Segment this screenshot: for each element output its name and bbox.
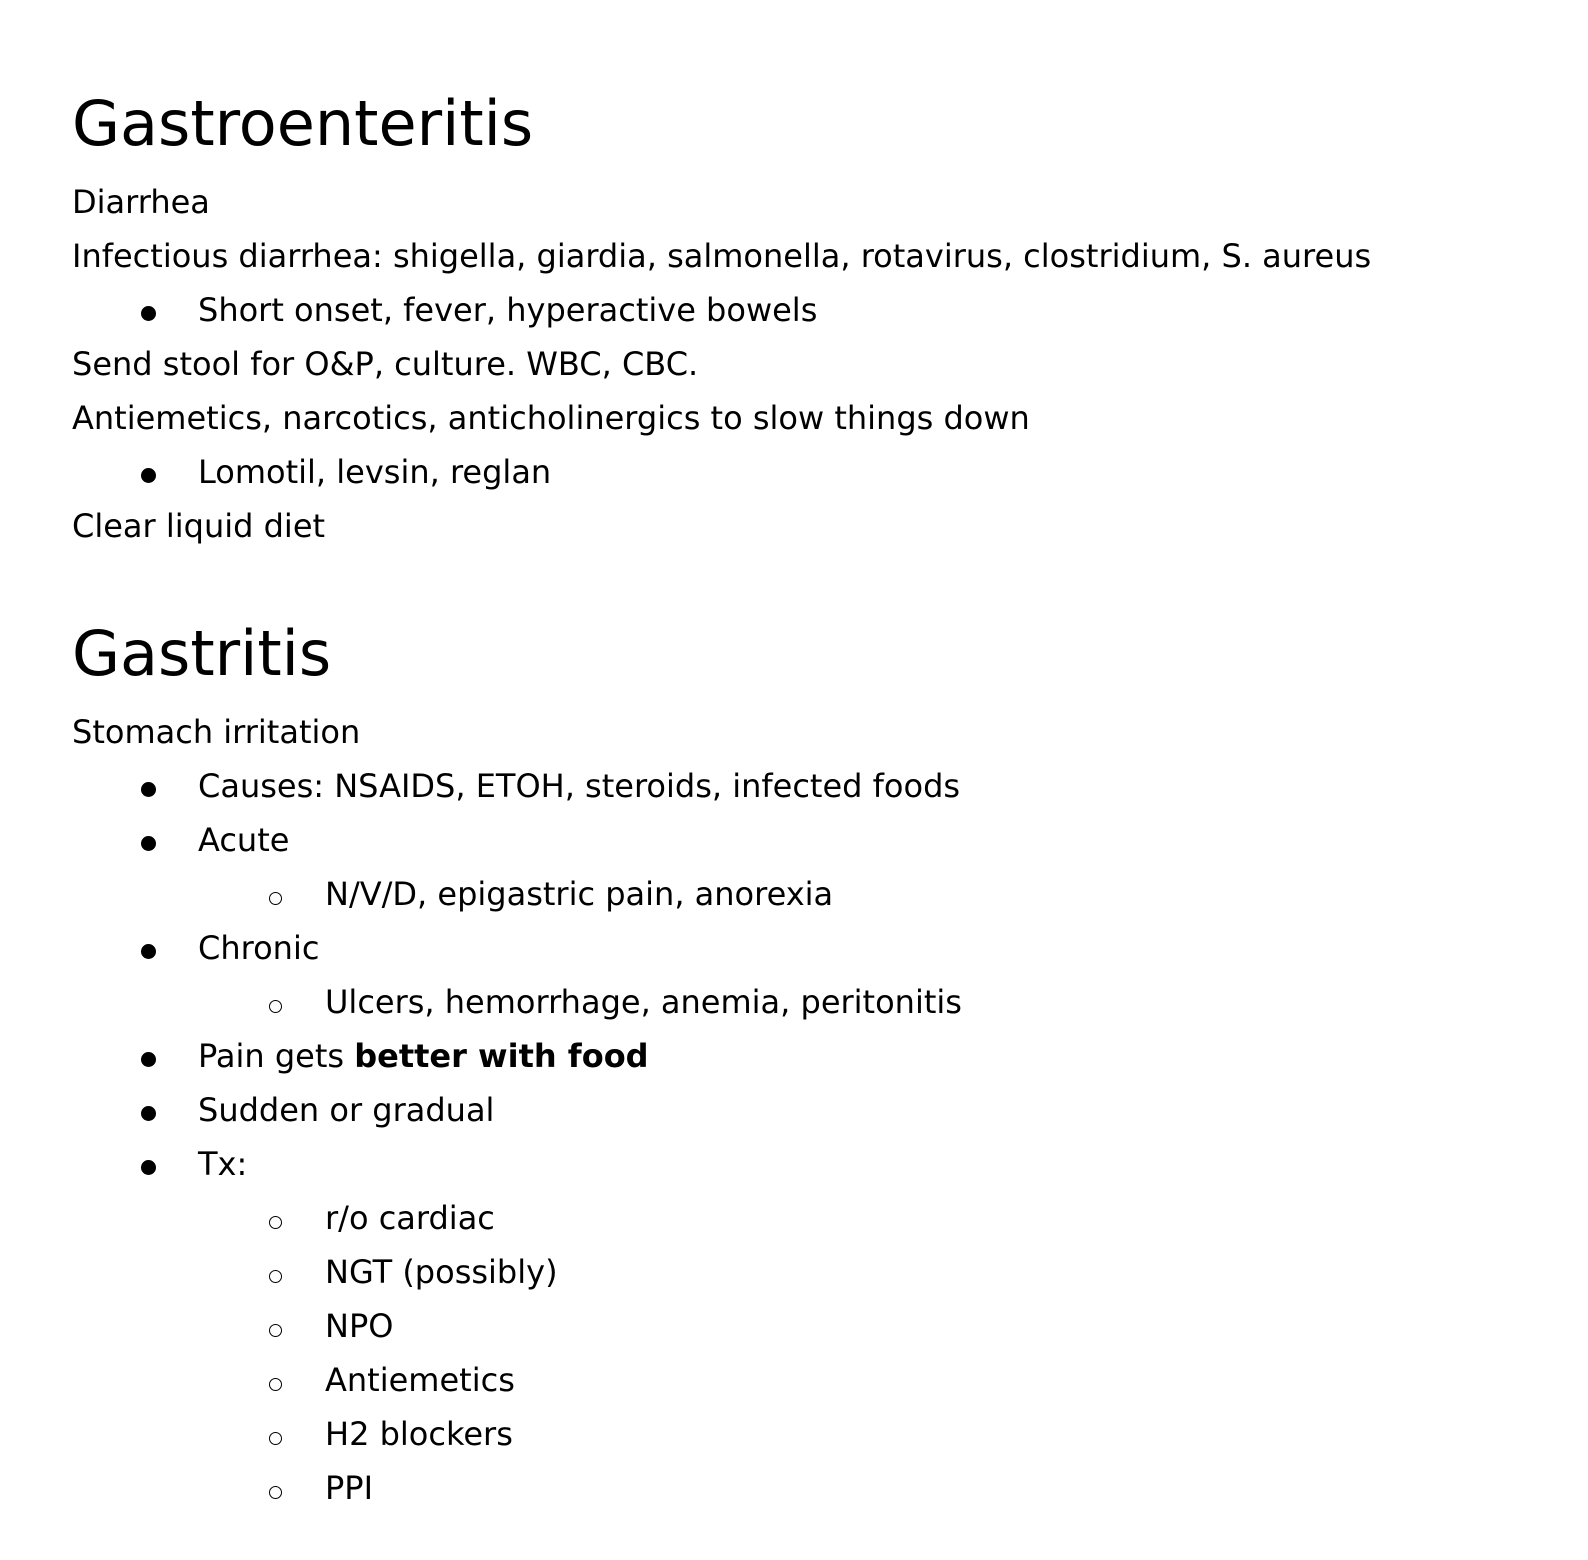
list-item-text: NGT (possibly) [325,1253,558,1291]
bullet-circle-icon [255,1198,295,1238]
bullet-dot-icon [128,452,168,492]
bullet-circle-icon [255,982,295,1022]
list-item-text: Ulcers, hemorrhage, anemia, peritonitis [325,983,962,1021]
bullet-circle-icon [255,1414,295,1454]
pain-prefix-text: Pain gets [198,1037,355,1075]
bullet-dot-icon [128,1090,168,1130]
list-item-text: Antiemetics [325,1361,515,1399]
bullet-dot-icon [128,290,168,330]
list-item-text: PPI [325,1469,374,1507]
text-clear-liquid-diet: Clear liquid diet [72,507,326,545]
list-item-text: Causes: NSAIDS, ETOH, steroids, infected foods [198,767,961,805]
pain-bold-text: better with food [354,1037,649,1075]
text-infectious-diarrhea: Infectious diarrhea: shigella, giardia, salmonella, rotavirus, clostridium, S. aureus [72,237,1372,275]
bullet-circle-icon [255,1468,295,1508]
text-antiemetics-narcotics: Antiemetics, narcotics, anticholinergics to slow things down [72,399,1030,437]
list-item-text: Short onset, fever, hyperactive bowels [198,291,818,329]
text-stomach-irritation: Stomach irritation [72,713,361,751]
list-item-text: NPO [325,1307,394,1345]
list-item-text [198,1036,649,1076]
list-item-text: Acute [198,821,290,859]
list-item-text: N/V/D, epigastric pain, anorexia [325,875,834,913]
list-item-text: H2 blockers [325,1415,513,1453]
heading-gastroenteritis: Gastroenteritis [72,87,534,160]
text-diarrhea: Diarrhea [72,183,210,221]
bullet-circle-icon [255,1252,295,1292]
bullet-dot-icon [128,820,168,860]
bullet-dot-icon [128,1036,168,1076]
bullet-dot-icon [128,928,168,968]
heading-gastritis: Gastritis [72,617,332,690]
list-item-text: Tx: [198,1145,248,1183]
bullet-circle-icon [255,874,295,914]
text-send-stool: Send stool for O&P, culture. WBC, CBC. [72,345,699,383]
bullet-circle-icon [255,1360,295,1400]
bullet-dot-icon [128,1144,168,1184]
list-item-text: r/o cardiac [325,1199,495,1237]
list-item-text: Sudden or gradual [198,1091,495,1129]
list-item-text: Lomotil, levsin, reglan [198,453,552,491]
list-item-text: Chronic [198,929,320,967]
bullet-dot-icon [128,766,168,806]
bullet-circle-icon [255,1306,295,1346]
